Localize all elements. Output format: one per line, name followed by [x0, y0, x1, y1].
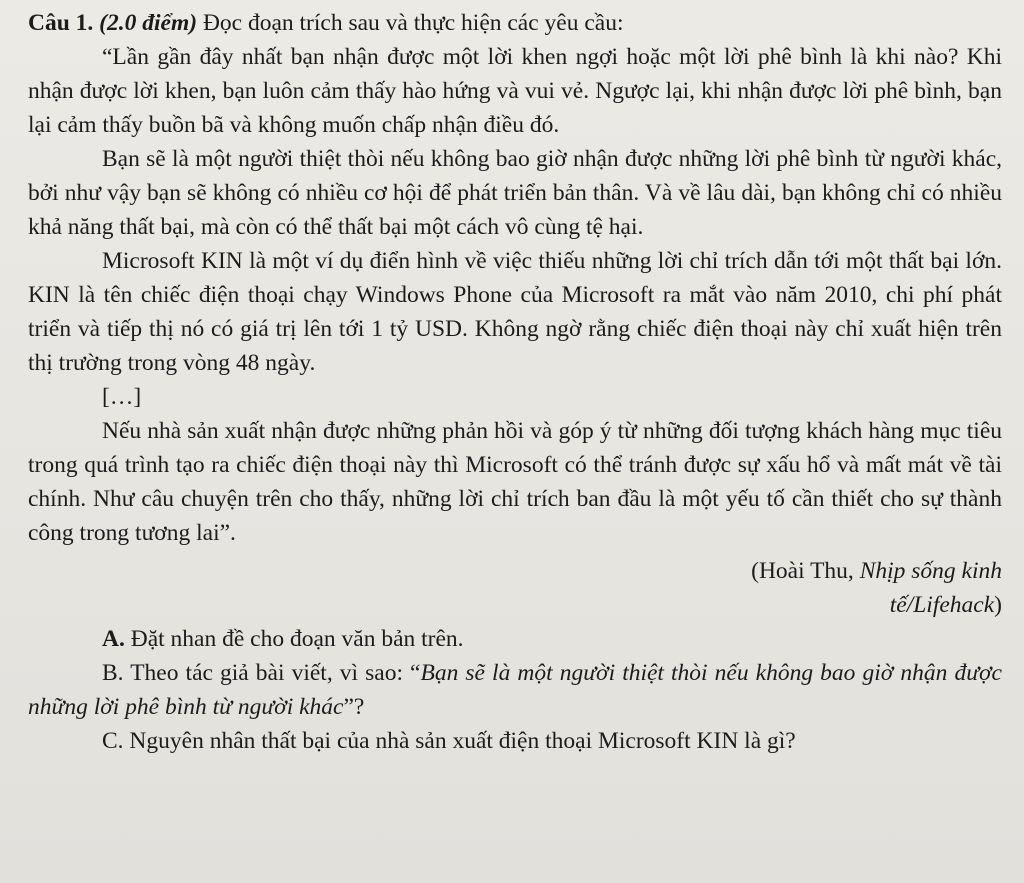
- passage-paragraph-3: Microsoft KIN là một ví dụ điển hình về việc thiếu những lời chỉ trích dẫn tới một thất bại lớn. KIN là tên chiếc điện thoại chạy Windows Phone của Microsoft ra mắt vào năm 2010, chi phí phát triển và tiếp thị nó có giá trị lên tới 1 tỷ USD. Không ngờ rằng chiếc điện thoại này chỉ xuất hiện trên thị trường trong vòng 48 ngày.: [28, 248, 1002, 376]
- passage-paragraph-4: Nếu nhà sản xuất nhận được những phản hồi và góp ý từ những đối tượng khách hàng mục tiêu trong quá trình tạo ra chiếc điện thoại này thì Microsoft có thể tránh được sự xấu hổ và mất mát về tài chính. Như câu chuyện trên cho thấy, những lời chỉ trích ban đầu là một yếu tố cần thiết cho sự thành công trong tương lai”.: [28, 418, 1002, 546]
- task-b: [28, 656, 1002, 724]
- source-author: Hoài Thu,: [758, 558, 854, 584]
- source-close: ): [994, 592, 1002, 618]
- question-instruction: Đọc đoạn trích sau và thực hiện các yêu cầu:: [202, 10, 624, 36]
- passage-ellipsis: […]: [102, 384, 142, 410]
- task-c: C. Nguyên nhân thất bại của nhà sản xuất điện thoại Microsoft KIN là gì?: [102, 728, 796, 754]
- passage-paragraph-1: “Lần gần đây nhất bạn nhận được một lời khen ngợi hoặc một lời phê bình là khi nào? Khi nhận được lời khen, bạn luôn cảm thấy hào hứng và vui vẻ. Ngược lại, khi nhận được lời phê bình, bạn lại cảm thấy buồn bã và không muốn chấp nhận điều đó.: [28, 44, 1002, 138]
- question-header: [28, 6, 1002, 40]
- task-b-lead: B. Theo tác giả bài viết, vì sao: “: [102, 660, 421, 686]
- question-number: Câu 1.: [28, 10, 94, 36]
- passage-paragraph-2: Bạn sẽ là một người thiệt thòi nếu không bao giờ nhận được những lời phê bình từ người khác, bởi như vậy bạn sẽ không có nhiều cơ hội để phát triển bản thân. Và về lâu dài, bạn không chỉ có nhiều khả năng thất bại, mà còn có thể thất bại một cách vô cùng tệ hại.: [28, 146, 1002, 240]
- task-a: [28, 622, 1002, 656]
- source-open: (: [751, 558, 759, 584]
- task-a-text: Đặt nhan đề cho đoạn văn bản trên.: [130, 626, 464, 652]
- passage-source: [28, 554, 1002, 622]
- source-publication: Nhịp sống kinh tế/Lifehack: [859, 558, 1002, 618]
- question-points: (2.0 điểm): [99, 10, 198, 36]
- task-b-tail: ”?: [343, 694, 365, 720]
- task-b-quote: Bạn sẽ là một người thiệt thòi nếu không bao giờ nhận được những lời phê bình từ người khác: [28, 660, 1002, 720]
- task-a-label: A.: [102, 626, 125, 652]
